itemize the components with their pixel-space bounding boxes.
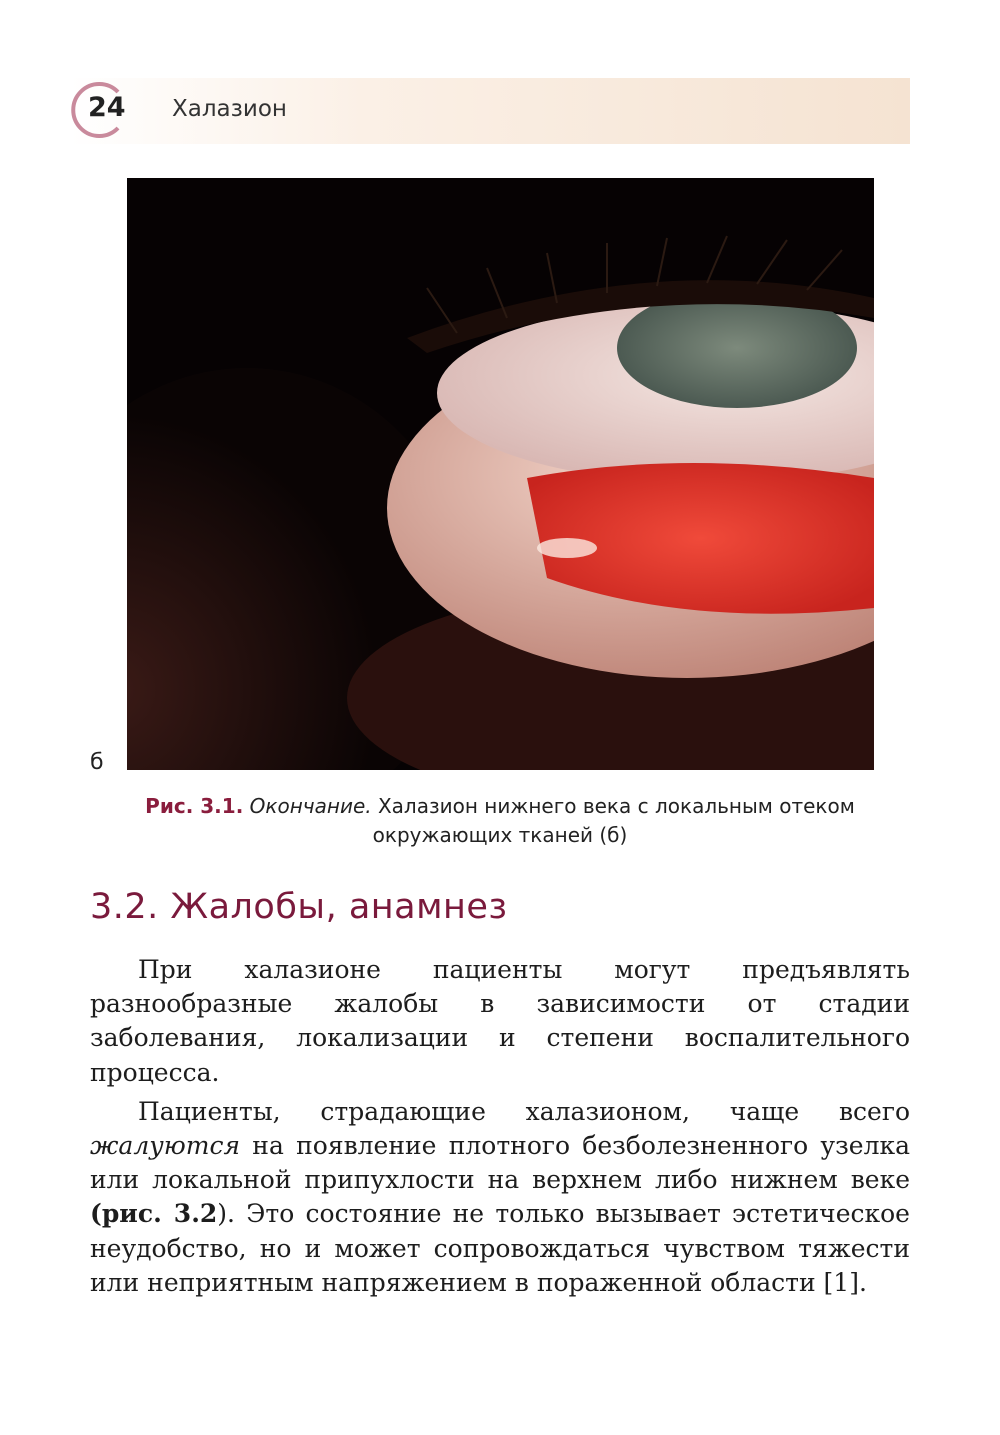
- paragraph-2: [90, 1095, 910, 1300]
- eye-photo-illustration: [127, 178, 874, 770]
- paragraph-2-part-3: ). Это состояние не только вызывает эстетическое неудобство, но и может сопровождаться чувством тяжести или неприятным напряжением в пораженной области [1].: [90, 1199, 910, 1297]
- figure-caption-ref: Рис. 3.1.: [145, 794, 244, 818]
- figure-reference-link: (рис. 3.2: [90, 1199, 218, 1229]
- figure-caption-text: Халазион нижнего века с локальным отеком окружающих тканей (б): [372, 794, 855, 847]
- eye-photo: [127, 178, 874, 770]
- section-heading: 3.2. Жалобы, анамнез: [90, 887, 508, 927]
- page-number: 24: [88, 92, 126, 123]
- paragraph-1: При халазионе пациенты могут предъявлять разнообразные жалобы в зависимости от стадии заболевания, локализации и степени воспалительного процесса.: [90, 955, 910, 1087]
- figure-caption: [90, 792, 910, 850]
- paragraph-2-part-1: Пациенты, страдающие халазионом, чаще всего: [138, 1096, 910, 1126]
- paragraph-2-part-2: на появление плотного безболезненного узелка или локальной припухлости на верхнем либо нижнем веке: [90, 1131, 910, 1195]
- paragraph-2-emphasis: жалуются: [90, 1131, 241, 1161]
- running-title: Халазион: [172, 96, 287, 122]
- figure-caption-note: Окончание.: [249, 794, 372, 818]
- section-body: [90, 953, 910, 1305]
- figure-panel-label: б: [90, 750, 104, 775]
